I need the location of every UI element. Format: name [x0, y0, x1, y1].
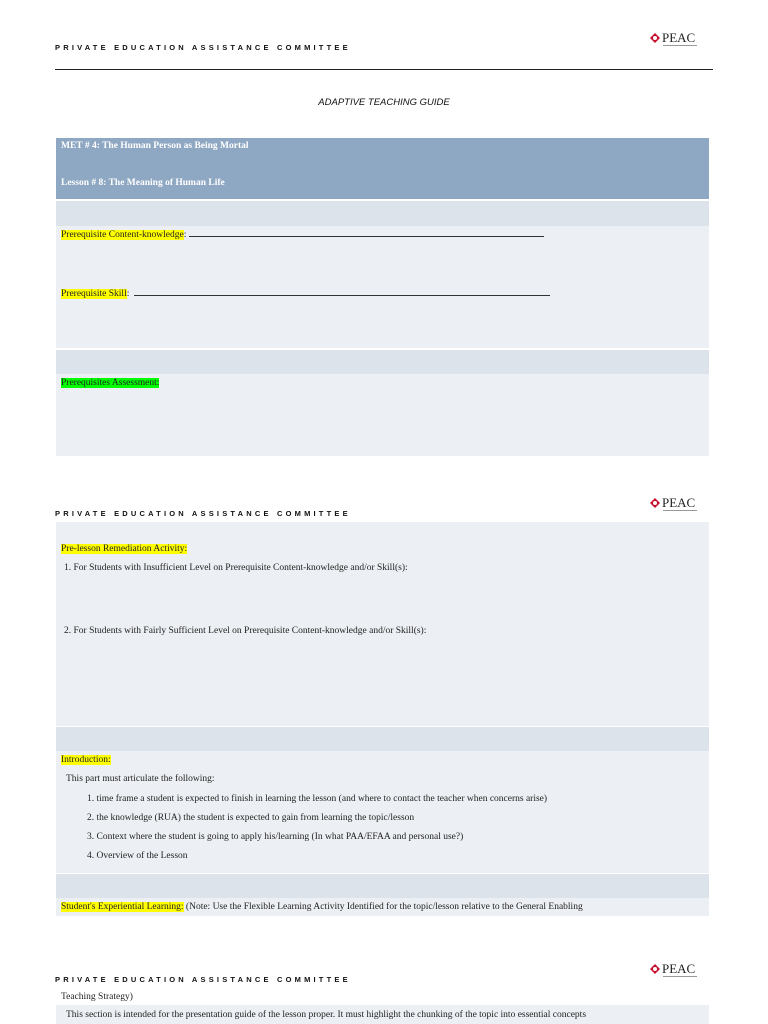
- met-title: MET # 4: The Human Person as Being Mortal: [61, 141, 249, 151]
- peac-logo-icon: [650, 964, 660, 974]
- peac-logo: [650, 495, 695, 511]
- introduction-section: [56, 751, 709, 873]
- assessment-label: Prerequisites Assessment:: [61, 378, 160, 388]
- section-divider: [56, 350, 709, 374]
- remediation-item-1: 1. For Students with Insufficient Level on Prerequisite Content-knowledge and/or Skill(s):: [64, 563, 408, 573]
- document-title: ADAPTIVE TEACHING GUIDE: [318, 97, 450, 108]
- prereq-skill-label: Prerequisite Skill: [61, 289, 127, 299]
- prerequisites-section: [56, 226, 709, 348]
- experiential-note: (Note: Use the Flexible Learning Activity Identified for the topic/lesson relative to the General Enabling: [183, 902, 583, 912]
- prereq-skill-blank[interactable]: [134, 295, 550, 296]
- teaching-strategy-text: This section is intended for the presentation guide of the lesson proper. It must highlight the chunking of the topic into essential concepts: [66, 1010, 587, 1020]
- teaching-strategy-label: Teaching Strategy): [61, 992, 133, 1002]
- peac-logo-text: PEAC: [662, 961, 696, 976]
- experiential-section: [56, 898, 709, 916]
- prereq-content-blank[interactable]: [189, 236, 544, 237]
- peac-logo-icon: [650, 33, 660, 43]
- section-divider: [56, 201, 709, 226]
- introduction-item-4: 4. Overview of the Lesson: [87, 851, 188, 861]
- peac-logo: [650, 30, 695, 46]
- peac-logo-icon: [650, 498, 660, 508]
- peac-logo-text: PEAC: [662, 495, 696, 510]
- introduction-item-3: 3. Context where the student is going to apply his/learning (In what PAA/EFAA and personal use?): [87, 832, 464, 842]
- remediation-item-2: 2. For Students with Fairly Sufficient Level on Prerequisite Content-knowledge and/or Skill(s):: [64, 626, 427, 636]
- experiential-label: Student's Experiential Learning:: [61, 902, 184, 912]
- lesson-title: Lesson # 8: The Meaning of Human Life: [61, 178, 225, 188]
- prereq-content-label: Prerequisite Content-knowledge: [61, 230, 184, 240]
- header-rule: [55, 69, 713, 70]
- committee-header: PRIVATE EDUCATION ASSISTANCE COMMITTEE: [55, 43, 351, 52]
- committee-header: PRIVATE EDUCATION ASSISTANCE COMMITTEE: [55, 509, 351, 518]
- remediation-label: Pre-lesson Remediation Activity:: [61, 544, 188, 554]
- introduction-lead: This part must articulate the following:: [66, 774, 215, 784]
- teaching-strategy-section: [56, 1005, 709, 1024]
- assessment-section: [56, 374, 709, 456]
- introduction-label: Introduction:: [61, 755, 111, 765]
- met-header-band: [56, 138, 709, 199]
- prereq-skill-row: Prerequisite Skill:: [61, 288, 550, 300]
- section-divider: [56, 874, 709, 898]
- committee-header: PRIVATE EDUCATION ASSISTANCE COMMITTEE: [55, 975, 351, 984]
- introduction-item-2: 2. the knowledge (RUA) the student is expected to gain from learning the topic/lesson: [87, 813, 415, 823]
- peac-logo: [650, 961, 695, 977]
- prereq-content-row: Prerequisite Content-knowledge:: [61, 229, 544, 241]
- introduction-item-1: 1. time frame a student is expected to finish in learning the lesson (and where to contact the teacher when concerns arise): [87, 794, 548, 804]
- section-divider: [56, 727, 709, 751]
- peac-logo-text: PEAC: [662, 30, 696, 45]
- remediation-section: [56, 522, 709, 726]
